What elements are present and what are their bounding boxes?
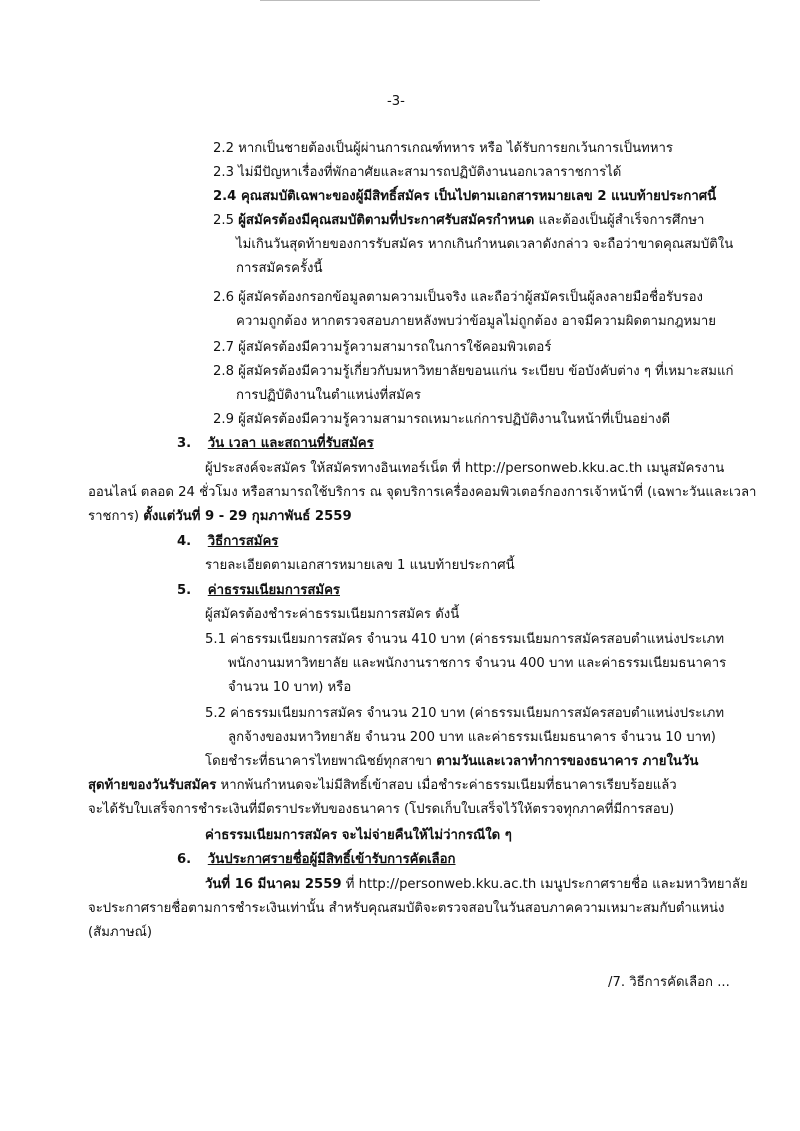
payment-deadline: ตามวันและเวลาทำการของธนาคาร ภายในวัน (436, 754, 699, 769)
item-2-8-line1: 2.8 ผู้สมัครต้องมีความรู้เกี่ยวกับมหาวิทยาลัยขอนแก่น ระเบียบ ข้อบังคับต่าง ๆ ที่เหมาะสมแก่ (213, 364, 734, 379)
item-2-8-line2: การปฏิบัติงานในตำแหน่งที่สมัคร (236, 388, 421, 403)
item-5-2-line2: ลูกจ้างของมหาวิทยาลัย จำนวน 200 บาท และค่าธรรมเนียมธนาคาร จำนวน 10 บาท) (228, 730, 716, 745)
section-5-intro: ผู้สมัครต้องชำระค่าธรรมเนียมการสมัคร ดังนี้ (205, 607, 460, 622)
item-2-2: 2.2 หากเป็นชายต้องเป็นผู้ผ่านการเกณฑ์ทหาร หรือ ได้รับการยกเว้นการเป็นทหาร (213, 141, 674, 156)
payment-line3: จะได้รับใบเสร็จการชำระเงินที่มีตราประทับของธนาคาร (โปรดเก็บใบเสร็จไว้ให้ตรวจทุกภาคที่มีการสอบ) (88, 802, 675, 817)
item-2-5-line2: ไม่เกินวันสุดท้ายของการรับสมัคร หากเกินกำหนดเวลาดังกล่าว จะถือว่าขาดคุณสมบัติใน (236, 237, 734, 252)
section-5-title: ค่าธรรมเนียมการสมัคร (207, 583, 340, 598)
item-5-1-line1: 5.1 ค่าธรรมเนียมการสมัคร จำนวน 410 บาท (ค่าธรรมเนียมการสมัครสอบตำแหน่งประเภท (205, 632, 725, 647)
section-6-heading (177, 851, 456, 869)
section-6-line3: (สัมภาษณ์) (88, 925, 153, 940)
payment-line2-rest: หากพ้นกำหนดจะไม่มีสิทธิ์เข้าสอบ เมื่อชำระค่าธรรมเนียมที่ธนาคารเรียบร้อยแล้ว (220, 778, 677, 793)
section-4-line1: รายละเอียดตามเอกสารหมายเลข 1 แนบท้ายประกาศนี้ (205, 558, 515, 573)
section-6-line1-rest: ที่ http://personweb.kku.ac.th เมนูประกาศรายชื่อ และมหาวิทยาลัย (345, 877, 748, 892)
item-2-6-line2: ความถูกต้อง หากตรวจสอบภายหลังพบว่าข้อมูลไม่ถูกต้อง อาจมีความผิดตามกฎหมาย (236, 314, 717, 329)
section-3-line3-a: ราชการ) (88, 509, 140, 524)
scan-edge-line (260, 0, 540, 1)
item-5-1-line3: จำนวน 10 บาท) หรือ (228, 680, 352, 695)
item-2-5-line3: การสมัครครั้งนี้ (236, 261, 323, 276)
section-4-number: 4. (177, 534, 192, 549)
item-2-5-bold: ผู้สมัครต้องมีคุณสมบัติตามที่ประกาศรับสมัครกำหนด (238, 213, 535, 228)
section-3-line1: ผู้ประสงค์จะสมัคร ให้สมัครทางอินเทอร์เน็ต ที่ http://personweb.kku.ac.th เมนูสมัครงาน (205, 461, 725, 476)
item-2-7: 2.7 ผู้สมัครต้องมีความรู้ความสามารถในการใช้คอมพิวเตอร์ (213, 340, 552, 355)
item-2-3: 2.3 ไม่มีปัญหาเรื่องที่พักอาศัยและสามารถปฏิบัติงานนอกเวลาราชการได้ (213, 165, 622, 180)
item-2-4: 2.4 คุณสมบัติเฉพาะของผู้มีสิทธิ์สมัคร เป็นไปตามเอกสารหมายเลข 2 แนบท้ายประกาศนี้ (213, 189, 717, 204)
section-6-line1 (205, 876, 748, 894)
section-6-line2: จะประกาศรายชื่อตามการชำระเงินเท่านั้น สำหรับคุณสมบัติจะตรวจสอบในวันสอบภาคความเหมาะสมกับตำแหน่ง (88, 901, 725, 916)
section-3-line2: ออนไลน์ ตลอด 24 ชั่วโมง หรือสามารถใช้บริการ ณ จุดบริการเครื่องคอมพิวเตอร์กองการเจ้าหน้าที่ (เฉพาะวันและเวลา (88, 485, 757, 500)
item-2-5-number: 2.5 (213, 213, 234, 228)
item-5-2-line1: 5.2 ค่าธรรมเนียมการสมัคร จำนวน 210 บาท (ค่าธรรมเนียมการสมัครสอบตำแหน่งประเภท (205, 706, 725, 721)
item-2-9: 2.9 ผู้สมัครต้องมีความรู้ความสามารถเหมาะแก่การปฏิบัติงานในหน้าที่เป็นอย่างดี (213, 412, 671, 427)
section-4-heading (177, 533, 278, 551)
continuation-note: /7. วิธีการคัดเลือก ... (608, 975, 730, 990)
section-3-number: 3. (177, 436, 192, 451)
payment-last-day: สุดท้ายของวันรับสมัคร (88, 778, 217, 793)
item-2-5-line1 (213, 212, 704, 230)
section-3-line3 (88, 508, 352, 526)
no-refund-notice: ค่าธรรมเนียมการสมัคร จะไม่จ่ายคืนให้ไม่ว่ากรณีใด ๆ (205, 828, 512, 843)
section-6-number: 6. (177, 852, 192, 867)
item-2-5-rest: และต้องเป็นผู้สำเร็จการศึกษา (538, 213, 705, 228)
section-4-title: วิธีการสมัคร (207, 534, 279, 549)
section-3-title: วัน เวลา และสถานที่รับสมัคร (207, 436, 374, 451)
section-3-heading (177, 435, 374, 453)
section-5-number: 5. (177, 583, 192, 598)
announcement-date: วันที่ 16 มีนาคม 2559 (205, 877, 342, 892)
item-2-6-line1: 2.6 ผู้สมัครต้องกรอกข้อมูลตามความเป็นจริง และถือว่าผู้สมัครเป็นผู้ลงลายมือชื่อรับรอง (213, 290, 703, 305)
page-number: -3- (387, 94, 405, 109)
payment-line2 (88, 777, 677, 795)
item-5-1-line2: พนักงานมหาวิทยาลัย และพนักงานราชการ จำนวน 400 บาท และค่าธรรมเนียมธนาคาร (228, 656, 727, 671)
payment-bank: โดยชำระที่ธนาคารไทยพาณิชย์ทุกสาขา (205, 754, 432, 769)
section-3-dates: ตั้งแต่วันที่ 9 - 29 กุมภาพันธ์ 2559 (143, 509, 352, 524)
section-5-heading (177, 582, 340, 600)
payment-line1 (205, 753, 698, 771)
section-6-title: วันประกาศรายชื่อผู้มีสิทธิ์เข้ารับการคัดเลือก (207, 852, 456, 867)
